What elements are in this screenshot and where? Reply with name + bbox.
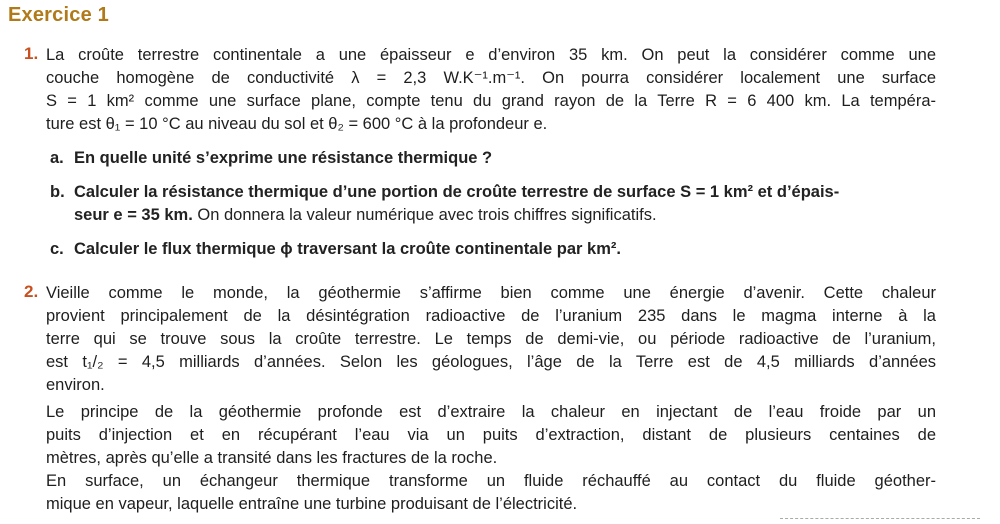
text-line: mètres, après qu’elle a transité dans les fractures de la roche.: [46, 449, 498, 467]
sub-question-c: [50, 238, 938, 261]
question-1-text: [46, 44, 936, 136]
text-line: est t₁/₂ = 4,5 milliards d’années. Selon les géologues, l’âge de la Terre est de 4,5 milliards d’années: [46, 353, 936, 371]
text-line: environ.: [46, 376, 105, 394]
question-2-text: [46, 282, 936, 516]
sub-text: Calculer le flux thermique ϕ traversant la croûte continentale par km².: [74, 240, 621, 258]
exercise-title: Exercice 1: [8, 4, 109, 26]
sub-label: b.: [50, 183, 65, 201]
text-line: En surface, un échangeur thermique transforme un fluide réchauffé au contact du fluide géother-: [46, 472, 936, 490]
sub-text: Calculer la résistance thermique d’une portion de croûte terrestre de surface S = 1 km² et d’épais-: [74, 183, 840, 201]
text-line: Le principe de la géothermie profonde est d’extraire la chaleur en injectant de l’eau froide par un: [46, 403, 936, 421]
sub-question-b: [50, 181, 938, 227]
text-line: puits d’injection et en récupérant l’eau via un puits d’extraction, distant de plusieurs centaines de: [46, 426, 936, 444]
text-line: ture est θ₁ = 10 °C au niveau du sol et θ₂ = 600 °C à la profondeur e.: [46, 115, 548, 133]
sub-text: On donnera la valeur numérique avec trois chiffres significatifs.: [192, 206, 657, 224]
text-line: terre qui se trouve sous la croûte terrestre. Le temps de demi-vie, ou période radioactive de l’uranium,: [46, 330, 936, 348]
text-line: Vieille comme le monde, la géothermie s’affirme bien comme une énergie d’avenir. Cette chaleur: [46, 284, 936, 302]
text-line: La croûte terrestre continentale a une épaisseur e d’environ 35 km. On peut la considérer comme une: [46, 46, 936, 64]
text-line: provient principalement de la désintégration radioactive de l’uranium 235 dans le magma interne à la: [46, 307, 936, 325]
sub-label: c.: [50, 240, 64, 258]
sub-question-a: [50, 147, 938, 170]
question-number: 1.: [24, 44, 39, 63]
sub-text: seur e = 35 km.: [74, 206, 193, 224]
text-line: S = 1 km² comme une surface plane, compte tenu du grand rayon de la Terre R = 6 400 km. La tempéra-: [46, 92, 936, 110]
sub-text: En quelle unité s’exprime une résistance thermique ?: [74, 149, 493, 167]
page-divider: [780, 518, 980, 523]
sub-label: a.: [50, 149, 64, 167]
text-line: couche homogène de conductivité λ = 2,3 W.K⁻¹.m⁻¹. On pourra considérer localement une surface: [46, 69, 936, 87]
text-line: mique en vapeur, laquelle entraîne une turbine produisant de l’électricité.: [46, 495, 578, 513]
question-number: 2.: [24, 282, 39, 301]
